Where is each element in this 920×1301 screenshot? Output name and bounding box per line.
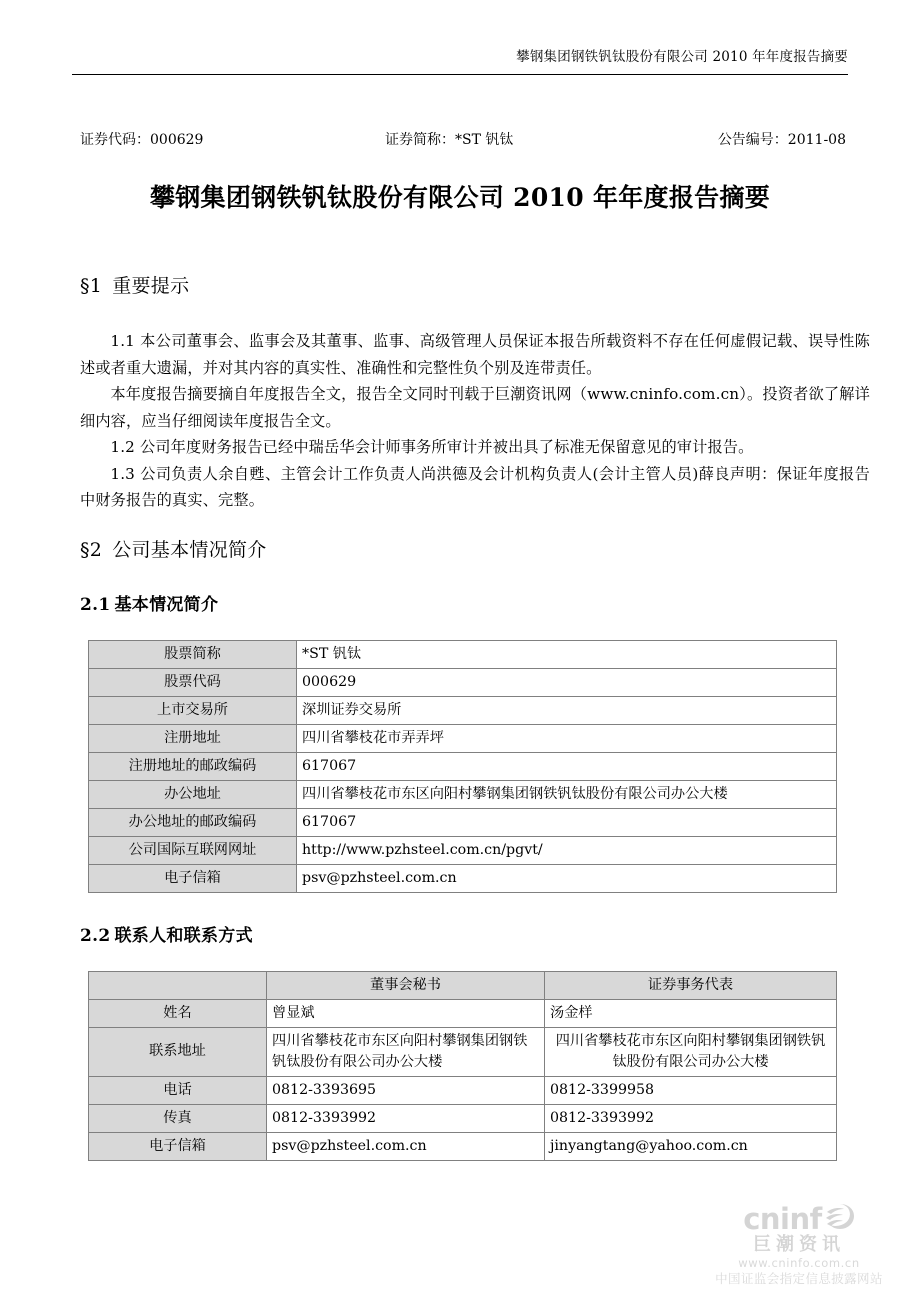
paragraph-1-summary: 本年度报告摘要摘自年度报告全文，报告全文同时刊载于巨潮资讯网（www.cninfo.com.cn）。投资者欲了解详细内容，应当仔细阅读年度报告全文。 xyxy=(80,385,870,430)
table-row xyxy=(89,1076,837,1104)
watermark-wordmark: cninf xyxy=(743,1202,822,1236)
basic-row-key: 上市交易所 xyxy=(89,696,297,724)
security-code: 证券代码：000629 xyxy=(80,132,204,148)
section-heading-2 xyxy=(80,536,870,564)
contact-info-table-body xyxy=(89,971,837,1160)
basic-row-value: http://www.pzhsteel.com.cn/pgvt/ xyxy=(297,836,837,864)
contact-row-secretary: 0812-3393992 xyxy=(267,1104,545,1132)
table-row xyxy=(89,640,837,668)
basic-row-key: 办公地址的邮政编码 xyxy=(89,808,297,836)
paragraph-1-3: 1.3 公司负责人余自甦、主管会计工作负责人尚洪德及会计机构负责人(会计主管人员)薛良声明：保证年度报告中财务报告的真实、完整。 xyxy=(80,464,870,509)
contact-header-blank xyxy=(89,971,267,999)
table-row xyxy=(89,1132,837,1160)
security-abbreviation: 证券简称：*ST 钒钛 xyxy=(385,132,514,148)
basic-row-value: 深圳证券交易所 xyxy=(297,696,837,724)
header-rule xyxy=(72,74,848,75)
basic-row-key: 股票简称 xyxy=(89,640,297,668)
announcement-number: 公告编号：2011-08 xyxy=(717,132,846,148)
basic-row-key: 股票代码 xyxy=(89,668,297,696)
paragraph-1-2: 1.2 公司年度财务报告已经中瑞岳华会计师事务所审计并被出具了标准无保留意见的审计报告。 xyxy=(110,438,754,456)
document-body xyxy=(80,272,870,1161)
contact-row-secretary: psv@pzhsteel.com.cn xyxy=(267,1132,545,1160)
table-row xyxy=(89,808,837,836)
page-title: 攀钢集团钢铁钒钛股份有限公司 2010 年年度报告摘要 xyxy=(149,183,771,212)
table-row xyxy=(89,724,837,752)
contact-row-key: 联系地址 xyxy=(89,1027,267,1076)
section-1-number: §1 xyxy=(80,275,103,297)
cninfo-watermark xyxy=(708,1203,890,1287)
basic-row-value: psv@pzhsteel.com.cn xyxy=(297,864,837,892)
table-row xyxy=(89,836,837,864)
basic-info-table xyxy=(88,640,837,893)
subsection-2-1-number: 2.1 xyxy=(80,594,111,615)
watermark-tagline: 中国证监会指定信息披露网站 xyxy=(715,1271,883,1286)
table-row xyxy=(89,668,837,696)
table-row xyxy=(89,1104,837,1132)
table-header-row xyxy=(89,971,837,999)
running-header: 攀钢集团钢铁钒钛股份有限公司 2010 年年度报告摘要 xyxy=(516,49,848,65)
contact-row-secretary: 四川省攀枝花市东区向阳村攀钢集团钢铁钒钛股份有限公司办公大楼 xyxy=(267,1027,545,1076)
section-2-number: §2 xyxy=(80,538,103,561)
subsection-heading-2-2 xyxy=(80,923,870,949)
section-2-title: 公司基本情况简介 xyxy=(112,538,267,561)
basic-info-table-body xyxy=(89,640,837,892)
contact-row-representative: 0812-3393992 xyxy=(545,1104,837,1132)
contact-header-representative: 证券事务代表 xyxy=(545,971,837,999)
basic-row-key: 注册地址 xyxy=(89,724,297,752)
basic-row-value: 四川省攀枝花市弄弄坪 xyxy=(297,724,837,752)
watermark-url: www.cninfo.com.cn xyxy=(738,1256,860,1270)
table-row xyxy=(89,752,837,780)
subsection-2-1-title: 基本情况简介 xyxy=(114,594,219,615)
contact-row-representative: 四川省攀枝花市东区向阳村攀钢集团钢铁钒钛股份有限公司办公大楼 xyxy=(545,1027,837,1076)
basic-row-value: 617067 xyxy=(297,752,837,780)
basic-row-key: 注册地址的邮政编码 xyxy=(89,752,297,780)
watermark-chinese-name: 巨潮资讯 xyxy=(753,1234,845,1255)
paragraph-1-1: 1.1 本公司董事会、监事会及其董事、监事、高级管理人员保证本报告所载资料不存在任何虚假记载、误导性陈述或者重大遗漏，并对其内容的真实性、准确性和完整性负个别及连带责任。 xyxy=(80,332,870,377)
table-row xyxy=(89,999,837,1027)
contact-header-secretary: 董事会秘书 xyxy=(267,971,545,999)
contact-row-key: 姓名 xyxy=(89,999,267,1027)
contact-info-table xyxy=(88,971,837,1161)
contact-row-key: 电子信箱 xyxy=(89,1132,267,1160)
subsection-heading-2-1 xyxy=(80,592,870,618)
watermark-logo-row xyxy=(708,1203,890,1235)
subsection-2-2-title: 联系人和联系方式 xyxy=(114,925,253,946)
basic-row-value: 四川省攀枝花市东区向阳村攀钢集团钢铁钒钛股份有限公司办公大楼 xyxy=(297,780,837,808)
basic-row-value: *ST 钒钛 xyxy=(297,640,837,668)
security-code-line xyxy=(80,130,848,150)
basic-row-key: 电子信箱 xyxy=(89,864,297,892)
basic-row-key: 办公地址 xyxy=(89,780,297,808)
section-1-title: 重要提示 xyxy=(112,275,190,297)
table-row xyxy=(89,1027,837,1076)
table-row xyxy=(89,780,837,808)
contact-row-key: 电话 xyxy=(89,1076,267,1104)
basic-row-key: 公司国际互联网网址 xyxy=(89,836,297,864)
contact-row-secretary: 曾显斌 xyxy=(267,999,545,1027)
contact-row-representative: 汤金样 xyxy=(545,999,837,1027)
contact-row-key: 传真 xyxy=(89,1104,267,1132)
contact-row-representative: 0812-3399958 xyxy=(545,1076,837,1104)
table-row xyxy=(89,696,837,724)
basic-row-value: 000629 xyxy=(297,668,837,696)
contact-row-representative: jinyangtang@yahoo.com.cn xyxy=(545,1132,837,1160)
section-heading-1 xyxy=(80,272,870,300)
contact-row-secretary: 0812-3393695 xyxy=(267,1076,545,1104)
globe-icon xyxy=(825,1203,855,1235)
subsection-2-2-number: 2.2 xyxy=(80,925,111,946)
basic-row-value: 617067 xyxy=(297,808,837,836)
table-row xyxy=(89,864,837,892)
